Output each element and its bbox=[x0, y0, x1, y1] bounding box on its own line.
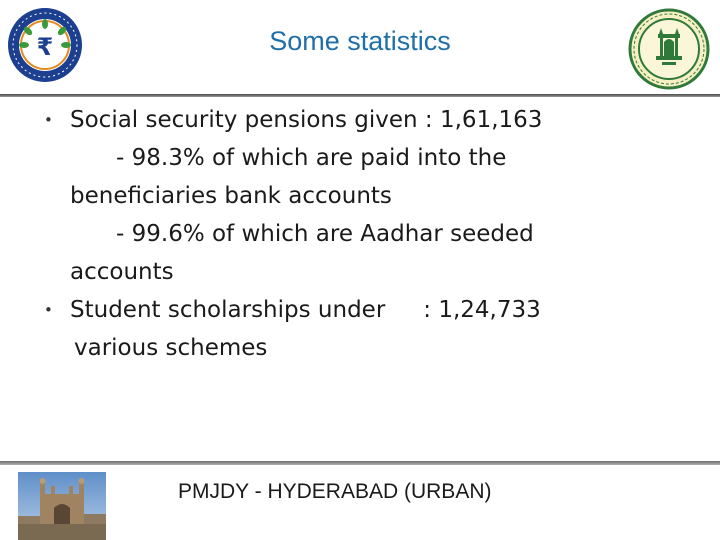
bullet-item-continued bbox=[44, 329, 684, 367]
charminar-photo-icon bbox=[18, 472, 106, 540]
slide-body bbox=[44, 101, 684, 367]
header-divider bbox=[0, 94, 720, 97]
bullet-item bbox=[44, 101, 684, 139]
aadhar-seeded-cont-text: accounts bbox=[70, 259, 174, 285]
footer-title: PMJDY - HYDERABAD (URBAN) bbox=[178, 480, 492, 503]
pensions-text: Social security pensions given : 1,61,163 bbox=[70, 107, 543, 133]
svg-text:₹: ₹ bbox=[36, 33, 54, 61]
footer-divider bbox=[0, 461, 720, 465]
bank-accounts-text: - 98.3% of which are paid into the bbox=[116, 145, 507, 171]
bullet-dot-icon: • bbox=[44, 301, 53, 319]
scholarships-value: : 1,24,733 bbox=[423, 297, 541, 323]
bullet-dot-icon: • bbox=[44, 111, 53, 129]
sub-item-continued bbox=[44, 253, 684, 291]
scholarships-cont-text: various schemes bbox=[74, 335, 268, 361]
sub-item bbox=[44, 139, 684, 177]
slide-title: Some statistics bbox=[269, 26, 451, 56]
telangana-emblem-icon bbox=[628, 8, 710, 90]
sub-item bbox=[44, 215, 684, 253]
telangana-seal bbox=[628, 8, 710, 90]
hyderabad-photo bbox=[18, 472, 106, 540]
bank-accounts-cont-text: beneficiaries bank accounts bbox=[70, 183, 392, 209]
sub-item-continued bbox=[44, 177, 684, 215]
scholarships-text: Student scholarships under bbox=[70, 297, 386, 323]
bullet-item bbox=[44, 291, 684, 329]
aadhar-seeded-text: - 99.6% of which are Aadhar seeded bbox=[116, 221, 534, 247]
